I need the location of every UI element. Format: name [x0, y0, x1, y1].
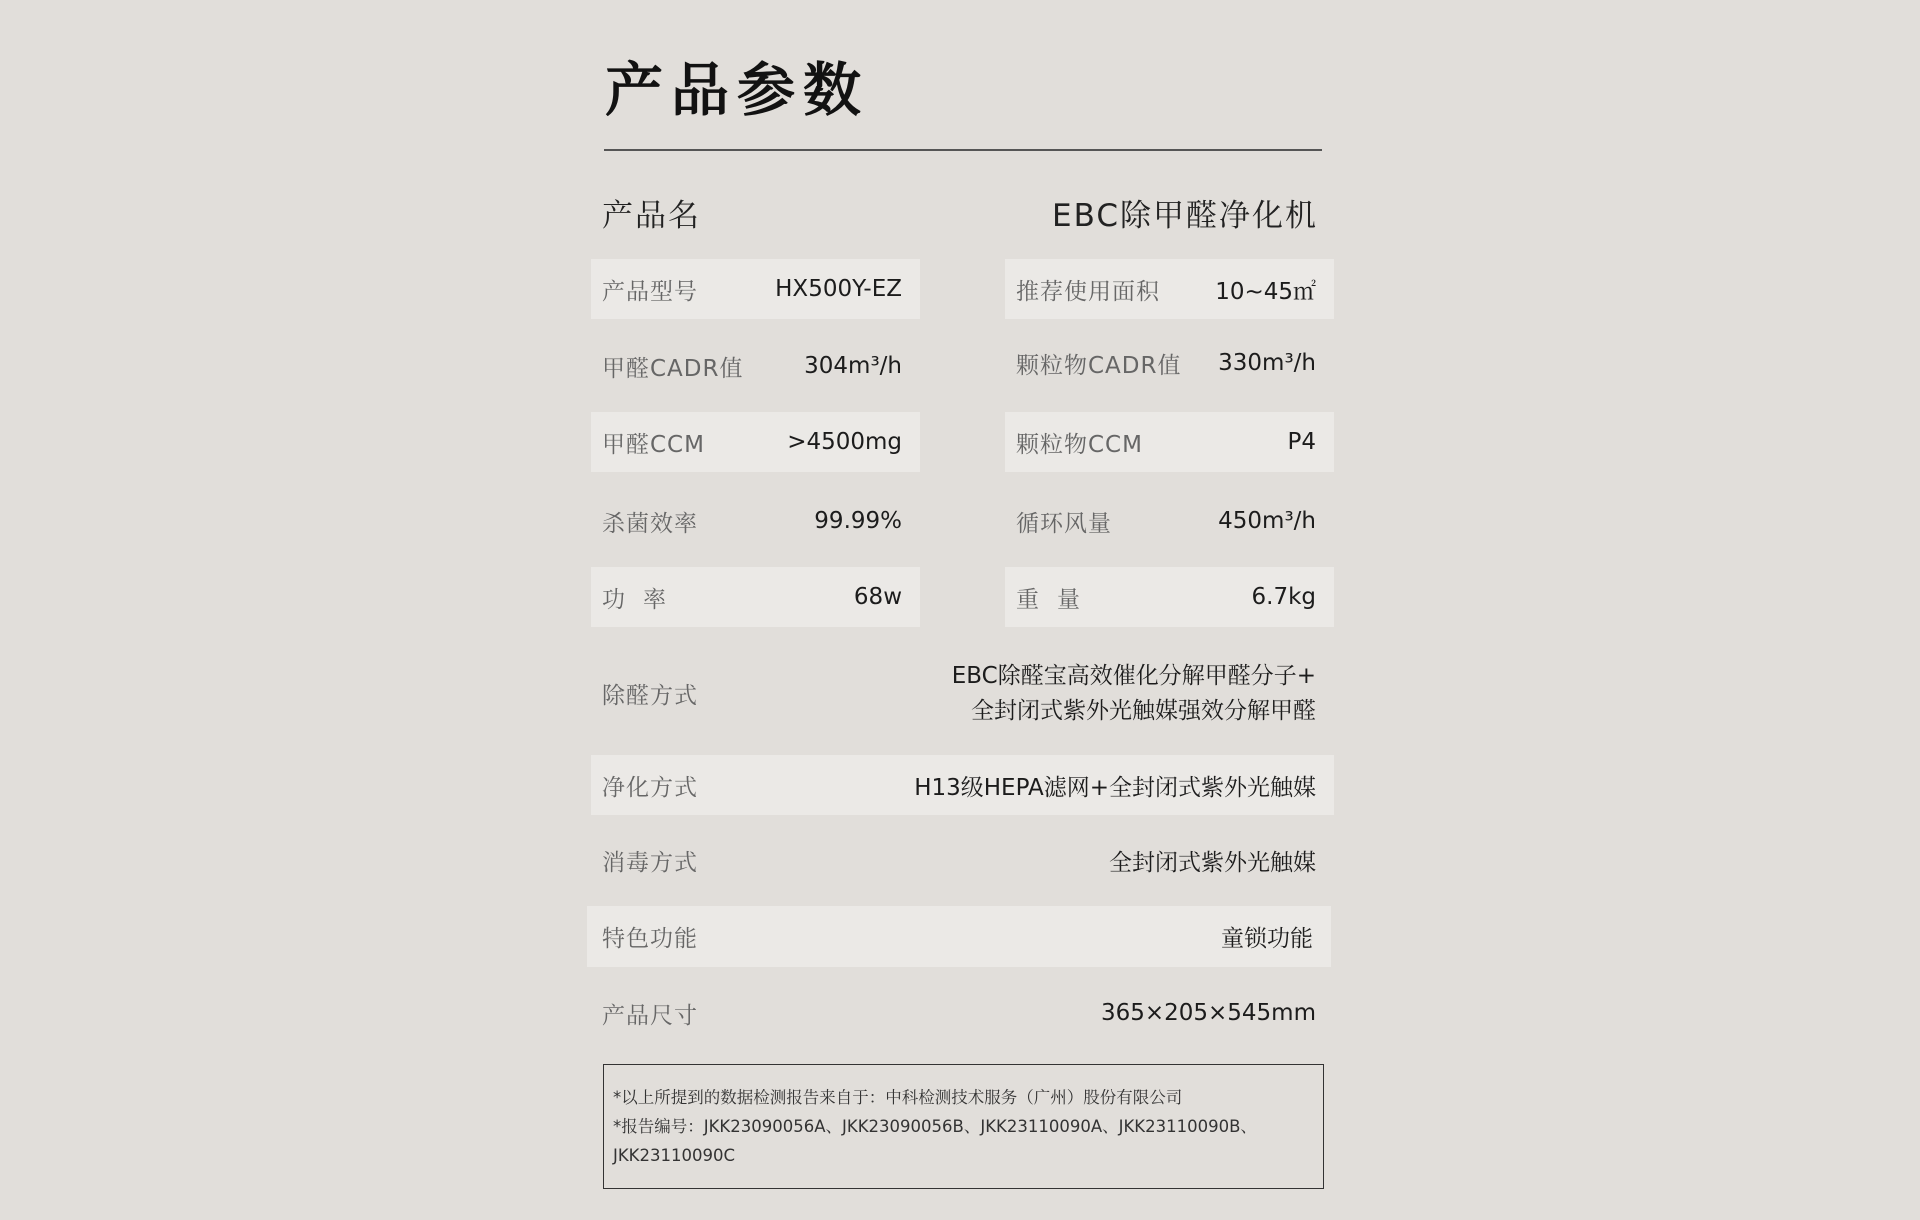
- spec-label: 重量: [1016, 586, 1098, 613]
- spec-value: 99.99%: [814, 508, 902, 534]
- spec-label: 颗粒物CCM: [1016, 431, 1143, 458]
- spec-cell-power: [591, 567, 920, 627]
- spec-cell-model: [591, 259, 920, 319]
- spec-value: 330m³/h: [1218, 350, 1316, 376]
- spec-cell-airflow: [1005, 491, 1334, 551]
- product-name-value: EBC除甲醛净化机: [1052, 198, 1318, 234]
- spec-row-formaldehyde-method: [591, 650, 1334, 737]
- footnote-line: *报告编号：JKK23090056A、JKK23090056B、JKK23110090A、JKK23110090B、: [613, 1117, 1257, 1136]
- spec-label: 消毒方式: [602, 849, 698, 876]
- spec-row-purification-method: [591, 755, 1334, 815]
- spec-value: 10~45㎡: [1215, 278, 1316, 305]
- spec-label: 产品尺寸: [602, 1002, 698, 1029]
- spec-label: 除醛方式: [602, 683, 698, 709]
- spec-value-line: EBC除醛宝高效催化分解甲醛分子+: [951, 662, 1316, 689]
- spec-label: 甲醛CCM: [602, 431, 705, 458]
- title-divider: [604, 149, 1322, 151]
- spec-value: 450m³/h: [1218, 508, 1316, 534]
- spec-label: 特色功能: [602, 926, 698, 952]
- spec-label: 推荐使用面积: [1016, 278, 1160, 305]
- spec-value: 全封闭式紫外光触媒: [1109, 849, 1316, 876]
- spec-label: 循环风量: [1016, 510, 1112, 537]
- footnote-line: *以上所提到的数据检测报告来自于：中科检测技术服务（广州）股份有限公司: [613, 1088, 1183, 1107]
- spec-cell-particle-cadr: [1005, 333, 1334, 393]
- spec-value: 童锁功能: [1221, 926, 1313, 952]
- spec-label: 功率: [602, 586, 684, 613]
- spec-cell-particle-ccm: [1005, 412, 1334, 472]
- spec-cell-sterilization: [591, 491, 920, 551]
- spec-value: HX500Y-EZ: [775, 276, 902, 302]
- spec-label: 颗粒物CADR值: [1016, 352, 1182, 379]
- spec-value: H13级HEPA滤网+全封闭式紫外光触媒: [914, 774, 1316, 801]
- spec-value: >4500mg: [787, 429, 902, 455]
- spec-row-dimensions: [591, 983, 1334, 1043]
- spec-label: 甲醛CADR值: [602, 355, 744, 382]
- spec-cell-area: [1005, 259, 1334, 319]
- spec-label: 净化方式: [602, 774, 698, 801]
- spec-cell-formaldehyde-ccm: [591, 412, 920, 472]
- footnote-line: JKK23110090C: [613, 1146, 736, 1165]
- spec-cell-formaldehyde-cadr: [591, 336, 920, 396]
- spec-value: 6.7kg: [1251, 584, 1316, 610]
- page-title: 产品参数: [605, 56, 870, 124]
- spec-value: 68w: [853, 584, 902, 610]
- spec-value: P4: [1287, 429, 1316, 455]
- spec-row-special-feature: [587, 906, 1331, 967]
- spec-row-disinfection-method: [591, 830, 1334, 890]
- product-name-label: 产品名: [602, 198, 701, 234]
- spec-value: 304m³/h: [804, 353, 902, 379]
- spec-cell-weight: [1005, 567, 1334, 627]
- spec-value-line: 全封闭式紫外光触媒强效分解甲醛: [971, 697, 1316, 724]
- spec-label: 杀菌效率: [602, 510, 698, 537]
- spec-value: [952, 659, 1316, 729]
- spec-label: 产品型号: [602, 278, 698, 305]
- test-report-footnote: [603, 1064, 1324, 1189]
- spec-value: 365×205×545mm: [1100, 1000, 1316, 1026]
